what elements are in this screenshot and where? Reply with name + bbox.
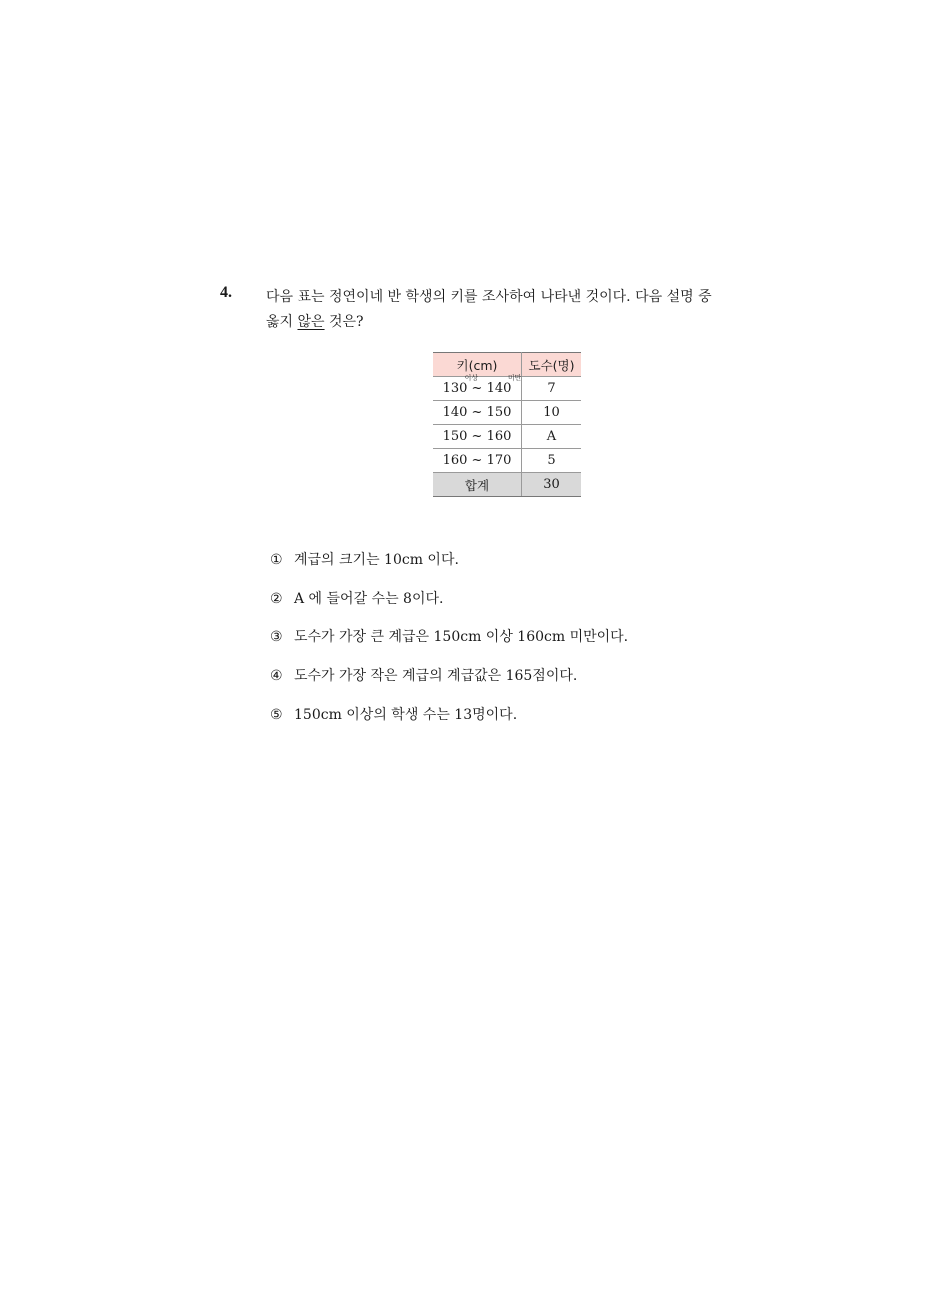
choice-text: 도수가 가장 작은 계급의 계급값은 165점이다. [294, 668, 578, 684]
count-cell: A [522, 425, 582, 449]
stem-post: 것은? [324, 314, 364, 330]
table-row [433, 449, 581, 473]
stem-pre: 옳지 [266, 314, 298, 330]
table-total-row [433, 473, 581, 497]
choice-mark: ④ [270, 668, 283, 684]
total-label: 합계 [433, 473, 522, 497]
range-cell: 150 ~ 160 [433, 425, 522, 449]
choice-mark: ⑤ [270, 707, 283, 723]
table-row [433, 377, 581, 401]
range-high-label: 미만 [507, 374, 522, 382]
range-low-label: 이상 [464, 374, 479, 382]
frequency-table [433, 352, 581, 497]
table-header-row [433, 353, 581, 377]
question-stem [266, 285, 766, 335]
choice-3[interactable] [270, 627, 628, 647]
total-value: 30 [522, 473, 582, 497]
stem-line-1: 다음 표는 정연이네 반 학생의 키를 조사하여 나타낸 것이다. 다음 설명 중 [266, 289, 712, 305]
range-cell: 140 ~ 150 [433, 401, 522, 425]
range-cell: 160 ~ 170 [433, 449, 522, 473]
range-text: 130 ~ 140 [442, 381, 512, 396]
stem-emphasis-underlined: 않은 [297, 314, 325, 330]
choice-mark: ③ [270, 629, 283, 645]
header-height: 키(cm) [433, 353, 522, 377]
choice-text: 계급의 크기는 10cm 이다. [294, 552, 459, 568]
count-cell: 10 [522, 401, 582, 425]
choice-5[interactable] [270, 705, 517, 725]
choice-4[interactable] [270, 666, 577, 686]
choice-2[interactable] [270, 589, 443, 609]
choice-text: A 에 들어갈 수는 8이다. [294, 591, 444, 607]
choice-mark: ① [270, 552, 283, 568]
stem-line-2 [266, 310, 766, 335]
range-with-labels [442, 374, 522, 396]
choice-1[interactable] [270, 550, 459, 570]
header-frequency: 도수(명) [522, 353, 582, 377]
count-cell: 5 [522, 449, 582, 473]
choice-text: 도수가 가장 큰 계급은 150cm 이상 160cm 미만이다. [294, 629, 629, 645]
choice-text: 150cm 이상의 학생 수는 13명이다. [294, 707, 518, 723]
table-row [433, 425, 581, 449]
count-cell: 7 [522, 377, 582, 401]
table-row [433, 401, 581, 425]
range-cell [433, 374, 522, 401]
choice-mark: ② [270, 591, 283, 607]
question-number: 4. [220, 284, 232, 301]
